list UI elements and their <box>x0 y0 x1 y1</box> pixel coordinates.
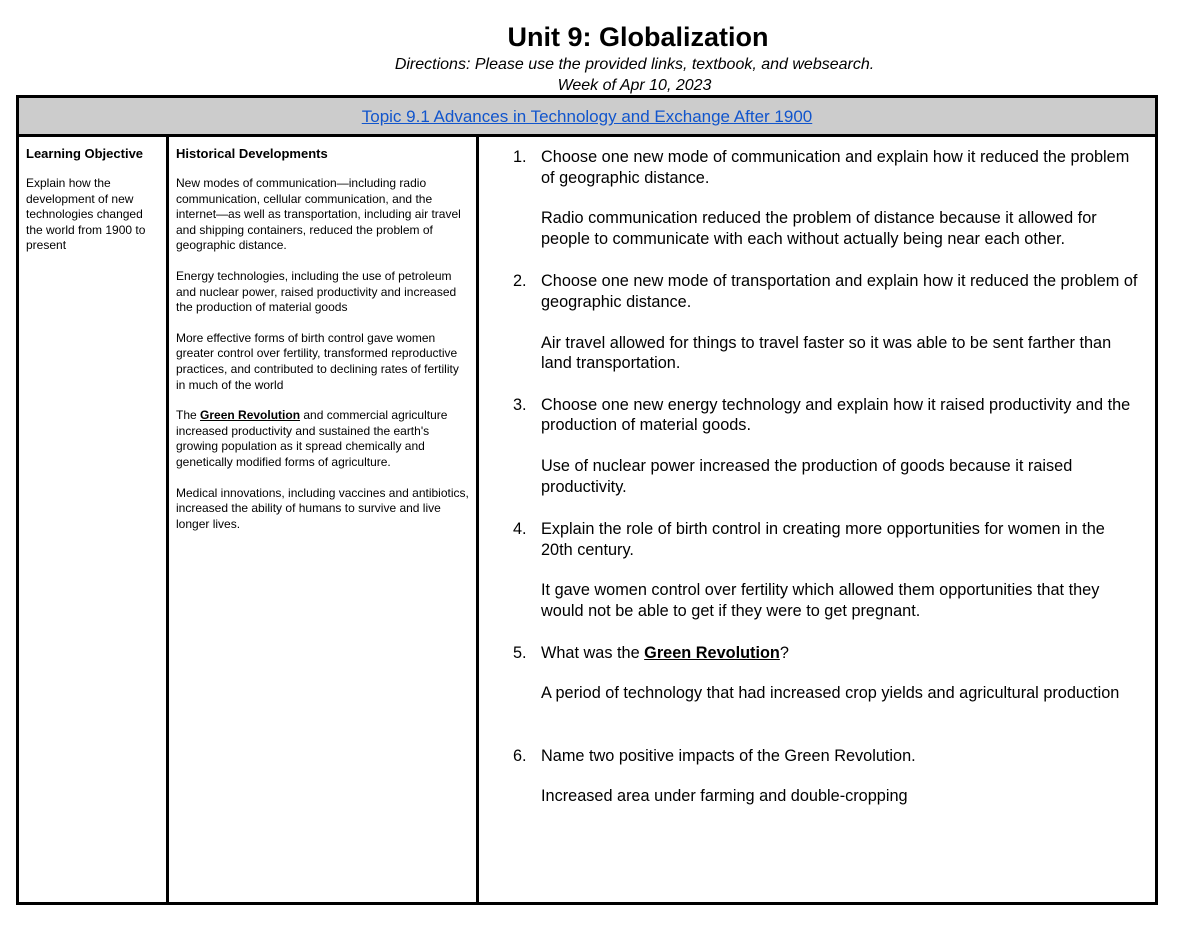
question-item <box>479 643 1141 704</box>
answer-text[interactable]: Use of nuclear power increased the production of goods because it raised productivity. <box>541 456 1073 496</box>
answer-text[interactable]: Increased area under farming and double-cropping <box>541 787 908 806</box>
learning-objective-column <box>19 137 169 902</box>
question-item <box>479 519 1141 621</box>
week-date: Week of Apr 10, 2023 <box>557 77 712 94</box>
question-number: 2. <box>513 272 527 291</box>
question-number: 5. <box>513 643 527 662</box>
historical-developments-column <box>169 137 479 902</box>
question-item <box>479 147 1141 249</box>
question-text: Explain the role of birth control in creating more opportunities for women in the 20th century. <box>541 520 1105 559</box>
topic-link[interactable]: Topic 9.1 Advances in Technology and Exchange After 1900 <box>361 107 813 126</box>
question-item <box>479 271 1141 373</box>
worksheet-table <box>16 95 1158 905</box>
question-text <box>541 643 1141 664</box>
question-text: Choose one new mode of transportation and explain how it reduced the problem of geographic distance. <box>541 272 1138 311</box>
directions: Directions: Please use the provided links, textbook, and websearch. <box>394 56 875 73</box>
development-green-revolution <box>176 408 470 470</box>
question-prefix: What was the <box>541 643 645 662</box>
green-revolution-suffix: and commercial agriculture increased productivity and sustained the earth's growing population as it spread chemically and genetically modified forms of agriculture. <box>176 408 448 469</box>
green-revolution-prefix: The <box>176 408 201 423</box>
historical-developments-heading: Historical Developments <box>176 146 328 161</box>
green-revolution-question-link[interactable]: Green Revolution <box>644 643 780 662</box>
page-title: Unit 9: Globalization <box>507 22 769 52</box>
topic-header <box>19 98 1155 137</box>
question-text: Choose one new energy technology and explain how it raised productivity and the production of material goods. <box>541 395 1131 435</box>
question-list <box>479 147 1141 807</box>
development-communication: New modes of communication—including radio communication, cellular communication, and the internet—as well as transportation, including air travel and shipping containers, reduced the problem of geographic distance. <box>176 176 461 253</box>
learning-objective-text: Explain how the development of new technologies changed the world from 1900 to present <box>26 176 146 253</box>
development-energy: Energy technologies, including the use of petroleum and nuclear power, raised productivity and increased the production of material goods <box>176 268 457 315</box>
learning-objective-heading: Learning Objective <box>26 146 144 161</box>
development-birth-control: More effective forms of birth control gave women greater control over fertility, transformed reproductive practices, and contributed to declining rates of fertility in much of the world <box>176 330 459 392</box>
answer-text[interactable]: Air travel allowed for things to travel faster so it was able to be sent farther than land transportation. <box>541 333 1112 373</box>
question-suffix: ? <box>779 643 789 662</box>
development-medical: Medical innovations, including vaccines and antibiotics, increased the ability of humans to survive and live longer lives. <box>176 485 469 531</box>
question-text: Choose one new mode of communication and explain how it reduced the problem of geographic distance. <box>541 148 1130 187</box>
question-number: 3. <box>513 395 527 414</box>
question-text: Name two positive impacts of the Green Revolution. <box>541 746 916 765</box>
question-number: 6. <box>513 746 527 765</box>
answer-text[interactable]: Radio communication reduced the problem of distance because it allowed for people to communicate with each without actually being near each other. <box>541 209 1097 248</box>
question-item <box>479 746 1141 807</box>
green-revolution-link[interactable]: Green Revolution <box>200 408 301 423</box>
answer-text[interactable]: It gave women control over fertility which allowed them opportunities that they would not be able to get if they were to get pregnant. <box>541 581 1100 620</box>
answer-text[interactable]: A period of technology that had increased crop yields and agricultural production <box>541 684 1120 703</box>
questions-column <box>479 137 1155 902</box>
question-number: 4. <box>513 520 527 539</box>
question-item <box>479 395 1141 497</box>
question-number: 1. <box>513 148 527 166</box>
